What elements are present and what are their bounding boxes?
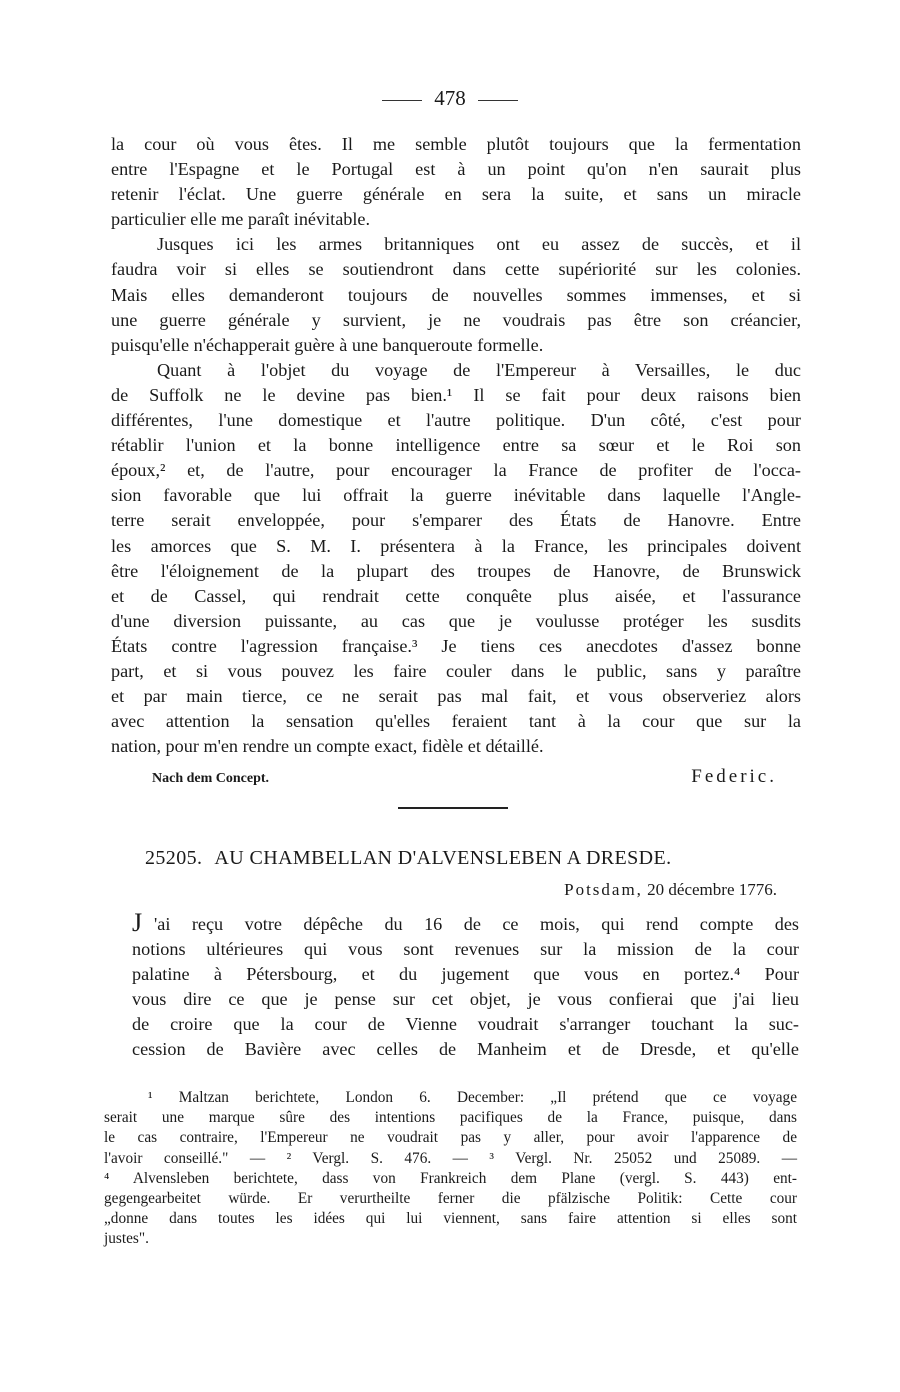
text-line: et par main tierce, ce ne serait pas mal fait, et vous observeriez alors bbox=[111, 686, 801, 707]
text-line: terre serait enveloppée, pour s'emparer des États de Hanovre. Entre bbox=[111, 510, 801, 531]
footnote-line: le cas contraire, l'Empereur ne voudrait pas y aller, pour avoir l'apparence de bbox=[104, 1129, 797, 1147]
footnote-line: l'avoir conseillé." — ² Vergl. S. 476. — ³ Vergl. Nr. 25052 und 25089. — bbox=[104, 1149, 797, 1167]
text-line: avec attention la sensation qu'elles feraient tant à la cour que sur la bbox=[111, 711, 801, 732]
page-number: 478 bbox=[434, 86, 466, 110]
text-line: époux,² et, de l'autre, pour encourager la France de profiter de l'occa- bbox=[111, 460, 801, 481]
footnote-line: „donne dans toutes les idées qui lui viennent, sans faire attention si elles sont bbox=[104, 1210, 797, 1228]
letter-text-line: vous dire ce que je pense sur cet objet, je vous confierai que j'ai lieu bbox=[132, 989, 799, 1010]
text-line: puisqu'elle n'échapperait guère à une banqueroute formelle. bbox=[111, 334, 544, 355]
text-line: différentes, l'une domestique et l'autre politique. D'un côté, c'est pour bbox=[111, 410, 801, 431]
footnotes bbox=[104, 1088, 797, 1250]
text-line: les amorces que S. M. I. présentera à la France, les principales doivent bbox=[111, 535, 801, 556]
letter-text-line: notions ultérieures qui vous sont revenues sur la mission de la cour bbox=[132, 939, 799, 960]
letter-number: 25205. bbox=[145, 847, 203, 869]
letter-title: AU CHAMBELLAN D'ALVENSLEBEN A DRESDE. bbox=[214, 847, 672, 869]
text-line: entre l'Espagne et le Portugal est à un point qu'on n'en saurait plus bbox=[111, 159, 801, 180]
letter-heading bbox=[145, 847, 775, 870]
header-dash-right bbox=[478, 100, 518, 101]
letter-dateline bbox=[564, 880, 777, 900]
text-line: retenir l'éclat. Une guerre générale en sera la suite, et sans un miracle bbox=[111, 184, 801, 205]
section-separator bbox=[398, 807, 508, 809]
text-line: la cour où vous êtes. Il me semble plutôt toujours que la fermentation bbox=[111, 134, 801, 154]
text-line: et de Cassel, qui rendrait cette conquête plus aisée, et l'assurance bbox=[111, 585, 801, 606]
header-dash-left bbox=[382, 100, 422, 101]
text-line: Mais elles demanderont toujours de nouvelles sommes immenses, et si bbox=[111, 284, 801, 305]
text-line: faudra voir si elles se soutiendront dans cette supériorité sur les colonies. bbox=[111, 259, 801, 280]
text-line: de Suffolk ne le devine pas bien.¹ Il se fait pour deux raisons bien bbox=[111, 384, 801, 405]
letter-date: 20 décembre 1776. bbox=[647, 880, 777, 899]
footnote-line: ¹ Maltzan berichtete, London 6. December: „Il prétend que ce voyage bbox=[148, 1089, 797, 1106]
letter-text-line: de croire que la cour de Vienne voudrait s'arranger touchant la suc- bbox=[132, 1014, 799, 1035]
letter-place: Potsdam, bbox=[564, 880, 643, 899]
text-line: sion favorable que lui offrait la guerre inévitable dans laquelle l'Angle- bbox=[111, 485, 801, 506]
text-line: nation, pour m'en rendre un compte exact, fidèle et détaillé. bbox=[111, 736, 544, 757]
letter-text-line: palatine à Pétersbourg, et du jugement que vous en portez.⁴ Pour bbox=[132, 964, 799, 985]
text-line: particulier elle me paraît inévitable. bbox=[111, 209, 371, 230]
text-line: rétablir l'union et la bonne intelligence entre sa sœur et le Roi son bbox=[111, 435, 801, 456]
text-line: part, et si vous pouvez les faire couler dans le public, sans y paraître bbox=[111, 660, 801, 681]
footnote-line: ⁴ Alvensleben berichtete, dass von Frankreich dem Plane (vergl. S. 443) ent- bbox=[104, 1169, 797, 1187]
letter-body bbox=[132, 908, 799, 1063]
text-line: Jusques ici les armes britanniques ont eu assez de succès, et il bbox=[157, 234, 801, 255]
footnote-line: serait une marque sûre des intentions pacifiques de la France, puisque, dans bbox=[104, 1109, 797, 1127]
text-line: être l'éloignement de la plupart des troupes de Hanovre, de Brunswick bbox=[111, 560, 801, 581]
drop-cap: J bbox=[132, 908, 143, 937]
source-note: Nach dem Concept. bbox=[152, 771, 270, 786]
footnote-line: justes". bbox=[104, 1230, 149, 1248]
text-line: d'une diversion puissante, au cas que je voulusse protéger les susdits bbox=[111, 610, 801, 631]
text-line: États contre l'agression française.³ Je tiens ces anecdotes d'assez bonne bbox=[111, 635, 801, 656]
text-line: Quant à l'objet du voyage de l'Empereur à Versailles, le duc bbox=[157, 359, 801, 380]
letter-first-line bbox=[132, 908, 799, 937]
letter-first-line-text: 'ai reçu votre dépêche du 16 de ce mois, qui rend compte des bbox=[154, 914, 799, 934]
letter-body-previous bbox=[111, 132, 801, 759]
page-header bbox=[0, 86, 900, 111]
footnote-line: gegengearbeitet würde. Er verurtheilte ferner die pfälzische Politik: Cette cour bbox=[104, 1189, 797, 1207]
text-line: une guerre générale y survient, je ne voudrais pas être son créancier, bbox=[111, 309, 801, 330]
signature: Federic. bbox=[691, 766, 777, 787]
letter-text-line: cession de Bavière avec celles de Manheim et de Dresde, et qu'elle bbox=[132, 1039, 799, 1060]
signature-row bbox=[152, 766, 777, 792]
